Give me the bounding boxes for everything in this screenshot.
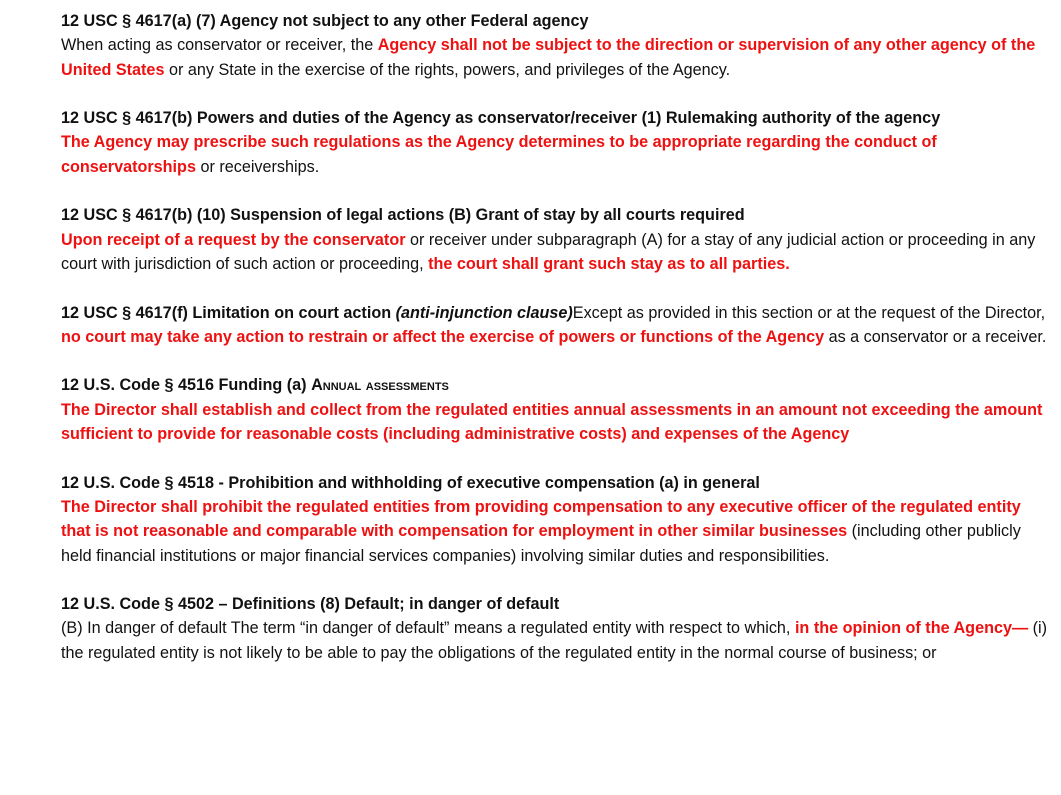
section-heading-smallcaps: Annual assessments	[311, 376, 449, 395]
emphasized-text: the court shall grant such stay as to all parties.	[428, 254, 790, 273]
section-body	[61, 228, 1051, 277]
section-4617f	[61, 301, 1051, 350]
section-heading: 12 USC § 4617(b) (10) Suspension of legal actions (B) Grant of stay by all courts required	[61, 206, 745, 225]
body-text: (B) In danger of default The term “in danger of default” means a regulated entity with respect to which,	[61, 619, 795, 638]
section-body	[61, 33, 1051, 82]
section-heading: 12 U.S. Code § 4502 – Definitions (8) Default; in danger of default	[61, 595, 560, 614]
body-text: (including other publicly held financial institutions or major financial services companies) involving similar duties and responsibilities.	[61, 522, 1021, 565]
section-4502	[61, 592, 1051, 665]
section-heading: 12 USC § 4617(a) (7) Agency not subject to any other Federal agency	[61, 12, 589, 30]
body-text: (i) the regulated entity is not likely to be able to pay the obligations of the regulated entity in the normal course of business; or	[61, 619, 1048, 662]
section-body	[61, 398, 1051, 447]
section-4617b10	[61, 203, 1051, 276]
body-text: or receiver under subparagraph (A) for a stay of any judicial action or proceeding in any court with jurisdiction of such action or proceeding,	[61, 230, 1036, 273]
body-text: or any State in the exercise of the rights, powers, and privileges of the Agency.	[164, 60, 731, 79]
section-heading-italic: (anti-injunction clause)	[395, 303, 573, 322]
body-text: Except as provided in this section or at the request of the Director,	[572, 303, 1046, 322]
section-4617b1	[61, 106, 1051, 179]
emphasized-text: in the opinion of the Agency—	[794, 619, 1029, 638]
section-4518	[61, 471, 1051, 568]
body-text: or receiverships.	[195, 157, 320, 176]
emphasized-text: Agency shall not be subject to the direction or supervision of any other agency of the United States	[61, 36, 1036, 79]
section-heading: 12 USC § 4617(f) Limitation on court action	[61, 303, 396, 322]
emphasized-text: no court may take any action to restrain or affect the exercise of powers or functions of the Agency	[61, 327, 825, 346]
section-4516	[61, 373, 1051, 446]
section-body	[61, 130, 1051, 179]
emphasized-text: The Director shall prohibit the regulated entities from providing compensation to any executive officer of the regulated entity that is not reasonable and comparable with compensation for employment in other similar businesses	[61, 497, 1021, 541]
emphasized-text: The Director shall establish and collect from the regulated entities annual assessments in an amount not exceeding the amount sufficient to provide for reasonable costs (including administrative costs) and expenses of the Agency	[61, 400, 1043, 444]
section-heading-text: 12 U.S. Code § 4516 Funding (a)	[61, 376, 312, 395]
section-heading	[61, 373, 1051, 397]
section-body	[61, 301, 1051, 350]
section-4617a7	[61, 9, 1051, 82]
section-body	[61, 495, 1051, 568]
document	[61, 9, 1051, 689]
emphasized-text: The Agency may prescribe such regulations as the Agency determines to be appropriate regarding the conduct of conservatorships	[61, 133, 937, 176]
section-heading: 12 USC § 4617(b) Powers and duties of the Agency as conservator/receiver (1) Rulemaking authority of the agency	[61, 109, 941, 128]
section-body	[61, 616, 1051, 665]
emphasized-text: Upon receipt of a request by the conservator	[61, 230, 406, 249]
body-text: When acting as conservator or receiver, the	[61, 36, 378, 55]
section-heading: 12 U.S. Code § 4518 - Prohibition and withholding of executive compensation (a) in general	[61, 473, 760, 492]
body-text: as a conservator or a receiver.	[824, 327, 1047, 346]
